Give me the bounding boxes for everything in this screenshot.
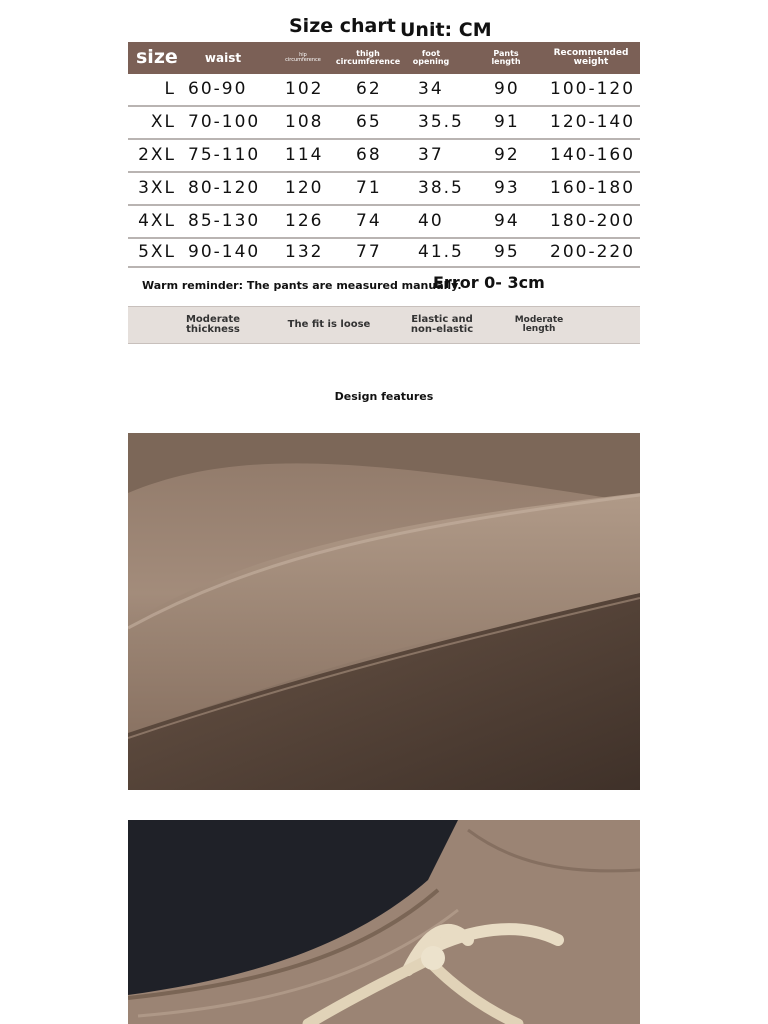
cell-waist: 80-120 <box>188 178 261 198</box>
drawstring-waist-photo <box>128 820 640 1024</box>
cell-waist: 75-110 <box>188 145 261 165</box>
cell-size: L <box>164 79 176 99</box>
cell-recommended-weight: 180-200 <box>550 211 636 231</box>
cell-size: 5XL <box>138 242 176 262</box>
cell-waist: 85-130 <box>188 211 261 231</box>
cell-pants-length: 91 <box>494 112 520 132</box>
header-foot-opening: foot opening <box>412 48 450 66</box>
cell-hip: 108 <box>285 112 324 132</box>
cell-recommended-weight: 160-180 <box>550 178 636 198</box>
cell-waist: 60-90 <box>188 79 248 99</box>
cell-thigh: 77 <box>356 242 382 262</box>
table-row <box>128 74 640 107</box>
cell-size: 3XL <box>138 178 176 198</box>
fabric-closeup-image <box>128 433 640 790</box>
cell-recommended-weight: 140-160 <box>550 145 636 165</box>
header-waist: waist <box>204 50 242 65</box>
cell-pants-length: 94 <box>494 211 520 231</box>
header-thigh: thigh circumference <box>335 48 401 66</box>
unit-label: Unit: CM <box>400 19 492 41</box>
fabric-closeup-photo <box>128 433 640 790</box>
size-table <box>128 42 640 268</box>
cell-hip: 132 <box>285 242 324 262</box>
cell-foot-opening: 35.5 <box>418 112 464 132</box>
header-pants-length: Pants length <box>491 48 521 66</box>
cell-pants-length: 93 <box>494 178 520 198</box>
size-table-header <box>128 42 640 74</box>
error-range: Error 0- 3cm <box>433 273 545 292</box>
feature-bar <box>128 306 640 344</box>
table-row <box>128 140 640 173</box>
feature-length: Moderate length <box>514 314 564 334</box>
cell-size: XL <box>150 112 176 132</box>
reminder-text: Warm reminder: The pants are measured manually. <box>142 279 462 292</box>
cell-thigh: 62 <box>356 79 382 99</box>
cell-pants-length: 90 <box>494 79 520 99</box>
cell-waist: 90-140 <box>188 242 261 262</box>
table-row <box>128 107 640 140</box>
cell-recommended-weight: 200-220 <box>550 242 636 262</box>
table-row <box>128 206 640 239</box>
cell-foot-opening: 37 <box>418 145 444 165</box>
feature-thickness: Moderate thickness <box>185 313 240 335</box>
cell-foot-opening: 38.5 <box>418 178 464 198</box>
measurement-reminder <box>0 272 768 298</box>
cell-thigh: 65 <box>356 112 382 132</box>
cell-foot-opening: 34 <box>418 79 444 99</box>
cell-hip: 120 <box>285 178 324 198</box>
size-chart-title: Size chart <box>289 15 396 37</box>
table-row <box>128 239 640 268</box>
feature-fit: The fit is loose <box>287 318 371 330</box>
cell-hip: 126 <box>285 211 324 231</box>
header-size: size <box>136 46 178 69</box>
feature-elasticity: Elastic and non-elastic <box>410 313 474 335</box>
cell-pants-length: 95 <box>494 242 520 262</box>
cell-hip: 102 <box>285 79 324 99</box>
cell-waist: 70-100 <box>188 112 261 132</box>
cell-thigh: 71 <box>356 178 382 198</box>
cell-size: 4XL <box>138 211 176 231</box>
cell-thigh: 74 <box>356 211 382 231</box>
cell-thigh: 68 <box>356 145 382 165</box>
cell-foot-opening: 40 <box>418 211 444 231</box>
design-features-title: Design features <box>334 390 434 403</box>
size-chart-title-row <box>0 14 768 44</box>
cell-foot-opening: 41.5 <box>418 242 464 262</box>
table-row <box>128 173 640 206</box>
cell-hip: 114 <box>285 145 324 165</box>
header-recommended-weight: Recommended weight <box>553 47 629 67</box>
cell-pants-length: 92 <box>494 145 520 165</box>
cell-size: 2XL <box>138 145 176 165</box>
cell-recommended-weight: 120-140 <box>550 112 636 132</box>
header-hip: hip circumference <box>285 51 321 63</box>
drawstring-image <box>128 820 640 1024</box>
cell-recommended-weight: 100-120 <box>550 79 636 99</box>
